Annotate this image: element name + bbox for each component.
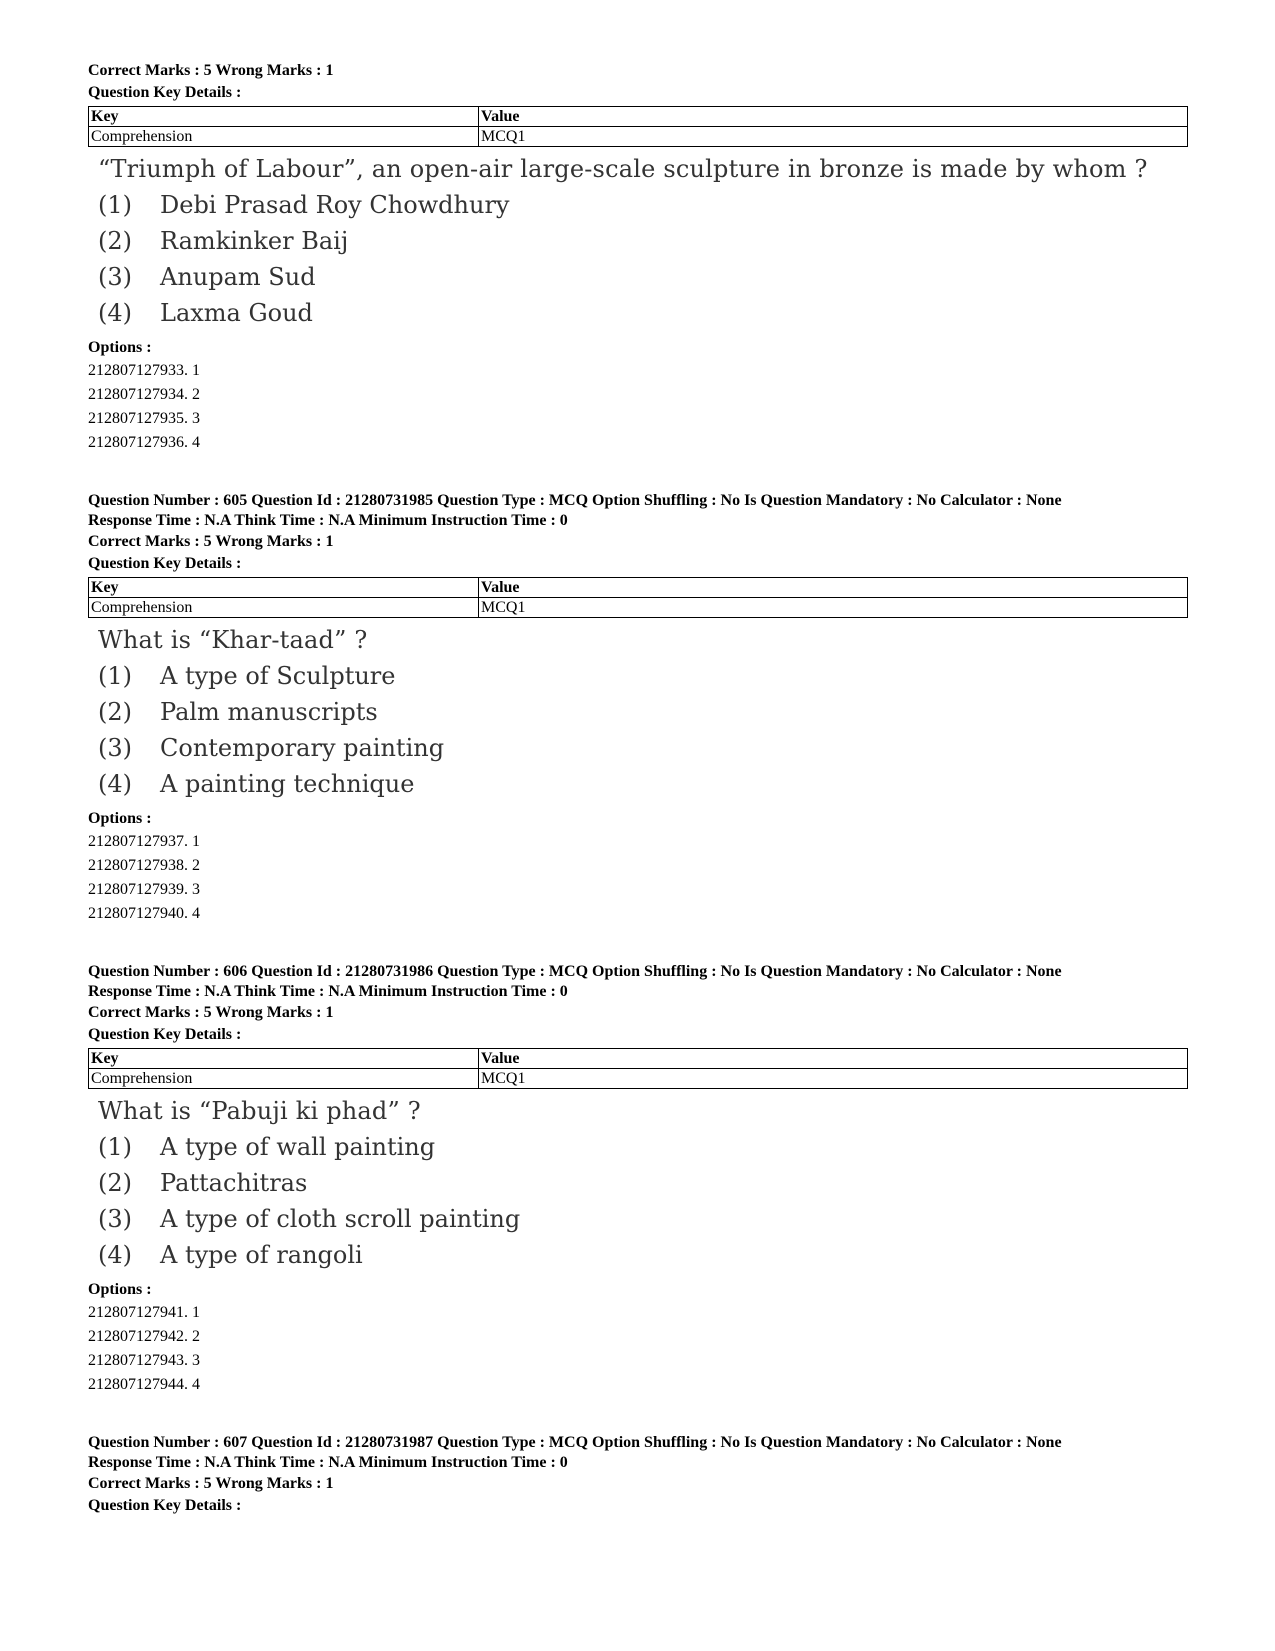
question-block-606 (88, 962, 1198, 1397)
option-id: 212807127938. 2 (88, 857, 200, 874)
choice-text: A type of rangoli (160, 1241, 363, 1269)
choice-number: (4) (98, 770, 132, 798)
table-cell-key: Comprehension (89, 598, 479, 618)
choice-item (98, 766, 1198, 802)
table-cell-key: Comprehension (89, 1069, 479, 1089)
table-cell-value: MCQ1 (479, 127, 1188, 147)
key-details-label: Question Key Details : (88, 1497, 242, 1514)
choice-number: (2) (98, 698, 132, 726)
question-timing: Response Time : N.A Think Time : N.A Minimum Instruction Time : 0 (88, 983, 568, 1000)
choice-item (98, 1201, 1198, 1237)
marks-line: Correct Marks : 5 Wrong Marks : 1 (88, 62, 334, 79)
question-text: “Triumph of Labour”, an open-air large-scale sculpture in bronze is made by whom ? (98, 155, 1148, 183)
question-text: What is “Khar-taad” ? (98, 626, 368, 654)
key-details-label: Question Key Details : (88, 1026, 242, 1043)
choice-number: (2) (98, 227, 132, 255)
table-row (89, 1069, 1188, 1089)
choice-text: Debi Prasad Roy Chowdhury (160, 191, 510, 219)
key-details-table (88, 106, 1188, 147)
choice-number: (3) (98, 1205, 132, 1233)
key-details-table (88, 1048, 1188, 1089)
option-id: 212807127937. 1 (88, 833, 200, 850)
choice-number: (1) (98, 1133, 132, 1161)
option-id: 212807127936. 4 (88, 434, 200, 451)
choice-number: (1) (98, 191, 132, 219)
key-details-table (88, 577, 1188, 618)
choice-item (98, 1129, 1198, 1165)
question-block-605 (88, 491, 1198, 926)
choice-text: Palm manuscripts (160, 698, 378, 726)
option-id: 212807127941. 1 (88, 1304, 200, 1321)
choice-item (98, 295, 1198, 331)
choice-item (98, 259, 1198, 295)
option-id: 212807127934. 2 (88, 386, 200, 403)
key-details-label: Question Key Details : (88, 555, 242, 572)
question-block-607 (88, 1433, 1198, 1517)
choice-number: (3) (98, 734, 132, 762)
option-id: 212807127940. 4 (88, 905, 200, 922)
choice-text: A type of cloth scroll painting (160, 1205, 521, 1233)
choice-number: (4) (98, 1241, 132, 1269)
table-cell-key: Comprehension (89, 127, 479, 147)
choice-item (98, 658, 1198, 694)
question-timing: Response Time : N.A Think Time : N.A Minimum Instruction Time : 0 (88, 512, 568, 529)
option-id: 212807127943. 3 (88, 1352, 200, 1369)
option-id: 212807127942. 2 (88, 1328, 200, 1345)
choice-item (98, 1237, 1198, 1273)
choice-item (98, 1165, 1198, 1201)
marks-line: Correct Marks : 5 Wrong Marks : 1 (88, 533, 334, 550)
choice-text: Laxma Goud (160, 299, 313, 327)
question-image (98, 151, 1198, 331)
choice-number: (3) (98, 263, 132, 291)
choice-number: (2) (98, 1169, 132, 1197)
choice-number: (1) (98, 662, 132, 690)
choice-text: A type of Sculpture (160, 662, 396, 690)
table-head-key: Key (89, 1049, 479, 1069)
table-head-key: Key (89, 578, 479, 598)
question-image (98, 622, 1198, 802)
choice-text: Anupam Sud (160, 263, 316, 291)
question-timing: Response Time : N.A Think Time : N.A Minimum Instruction Time : 0 (88, 1454, 568, 1471)
table-header-row (89, 1049, 1188, 1069)
option-id: 212807127935. 3 (88, 410, 200, 427)
options-label: Options : (88, 339, 152, 356)
document-page (88, 60, 1198, 1517)
table-cell-value: MCQ1 (479, 1069, 1188, 1089)
marks-line: Correct Marks : 5 Wrong Marks : 1 (88, 1004, 334, 1021)
table-row (89, 127, 1188, 147)
choice-text: Ramkinker Baij (160, 227, 349, 255)
options-label: Options : (88, 810, 152, 827)
option-id: 212807127933. 1 (88, 362, 200, 379)
choice-item (98, 730, 1198, 766)
question-header: Question Number : 607 Question Id : 21280731987 Question Type : MCQ Option Shuffling : No Is Question Mandatory : No Calculator : None (88, 1434, 1062, 1451)
options-label: Options : (88, 1281, 152, 1298)
choice-text: A painting technique (160, 770, 415, 798)
question-header: Question Number : 605 Question Id : 21280731985 Question Type : MCQ Option Shuffling : No Is Question Mandatory : No Calculator : None (88, 492, 1062, 509)
marks-line: Correct Marks : 5 Wrong Marks : 1 (88, 1475, 334, 1492)
choice-text: A type of wall painting (160, 1133, 436, 1161)
choice-item (98, 223, 1198, 259)
question-image (98, 1093, 1198, 1273)
choice-item (98, 694, 1198, 730)
choice-item (98, 187, 1198, 223)
choice-text: Pattachitras (160, 1169, 308, 1197)
table-header-row (89, 578, 1188, 598)
table-header-row (89, 107, 1188, 127)
table-row (89, 598, 1188, 618)
question-block-604 (88, 60, 1198, 455)
option-id: 212807127939. 3 (88, 881, 200, 898)
table-head-value: Value (479, 578, 1188, 598)
choice-number: (4) (98, 299, 132, 327)
table-cell-value: MCQ1 (479, 598, 1188, 618)
option-id: 212807127944. 4 (88, 1376, 200, 1393)
table-head-key: Key (89, 107, 479, 127)
question-text: What is “Pabuji ki phad” ? (98, 1097, 421, 1125)
question-header: Question Number : 606 Question Id : 21280731986 Question Type : MCQ Option Shuffling : No Is Question Mandatory : No Calculator : None (88, 963, 1062, 980)
table-head-value: Value (479, 107, 1188, 127)
choice-text: Contemporary painting (160, 734, 445, 762)
table-head-value: Value (479, 1049, 1188, 1069)
key-details-label: Question Key Details : (88, 84, 242, 101)
